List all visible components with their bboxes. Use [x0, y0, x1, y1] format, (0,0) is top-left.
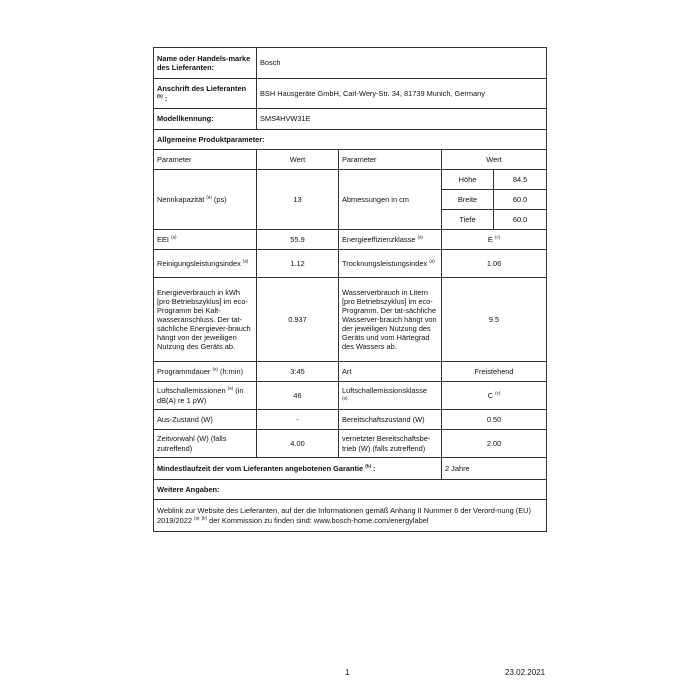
general-params-heading: Allgemeine Produktparameter: — [154, 130, 547, 150]
cleaning-drying-row — [154, 250, 547, 278]
eei-footnote: (a) — [170, 234, 177, 240]
noise-label-cell — [154, 382, 257, 410]
further-info-heading-row — [154, 480, 547, 500]
guarantee-label: Mindestlaufzeit der vom Lieferanten angebotenen Garantie — [157, 463, 364, 473]
guarantee-row — [154, 458, 547, 480]
eei-row — [154, 230, 547, 250]
product-fiche-table — [153, 47, 547, 532]
further-info-text-1: Weblink zur Website des Lieferanten, auf der die Informationen gemäß Anhang II Nummer 6 der Verord-nung (EU) 2019/2022 — [157, 506, 531, 525]
eei-label: EEI — [157, 234, 169, 244]
duration-label-cell — [154, 362, 257, 382]
standby-label: Bereitschaftszustand (W) — [339, 410, 442, 430]
drying-label: Trocknungsleistungsindex — [342, 258, 428, 268]
energy-class-value: E — [487, 234, 493, 244]
noise-footnote: (a) — [227, 386, 234, 391]
height-value: 84.5 — [494, 170, 547, 190]
supplier-address-footnote: (b) — [157, 93, 163, 99]
further-info-text-2: der Kommission zu finden sind: www.bosch-home.com/energylabel — [209, 515, 429, 525]
off-mode-value: - — [257, 410, 339, 430]
delay-networked-row — [154, 430, 547, 458]
supplier-name-row — [154, 48, 547, 79]
duration-unit: (h:min) — [220, 366, 244, 376]
drying-label-cell — [339, 250, 442, 278]
energy-class-value-cell — [442, 230, 547, 250]
model-label: Modellkennung: — [154, 109, 257, 130]
further-info-heading: Weitere Angaben: — [154, 480, 547, 500]
noise-class-label-cell — [339, 382, 442, 410]
energy-class-label-cell — [339, 230, 442, 250]
page-number: 1 — [345, 668, 350, 677]
noise-row — [154, 382, 547, 410]
noise-class-value: C — [487, 390, 494, 400]
duration-label: Programmdauer — [157, 366, 211, 376]
supplier-address-row — [154, 79, 547, 109]
delay-start-value: 4.00 — [257, 430, 339, 458]
further-info-text-cell — [154, 500, 547, 532]
further-info-footnote-1: (a) — [194, 515, 200, 521]
consumption-row — [154, 278, 547, 362]
depth-value: 60.0 — [494, 210, 547, 230]
height-label: Höhe — [442, 170, 494, 190]
cleaning-value: 1.12 — [257, 250, 339, 278]
depth-label: Tiefe — [442, 210, 494, 230]
guarantee-value: 2 Jahre — [442, 458, 547, 480]
width-value: 60.0 — [494, 190, 547, 210]
eei-value: 55.9 — [257, 230, 339, 250]
networked-standby-value: 2.00 — [442, 430, 547, 458]
guarantee-suffix: : — [373, 463, 376, 473]
noise-value: 46 — [257, 382, 339, 410]
document-date: 23.02.2021 — [505, 668, 546, 677]
capacity-label: Nennkapazität — [157, 194, 205, 204]
duration-value: 3:45 — [257, 362, 339, 382]
off-standby-row — [154, 410, 547, 430]
duration-type-row — [154, 362, 547, 382]
duration-footnote: (a) — [212, 366, 218, 372]
energy-consumption-value: 0.937 — [257, 278, 339, 362]
off-mode-label: Aus-Zustand (W) — [154, 410, 257, 430]
cleaning-label-cell — [154, 250, 257, 278]
width-label: Breite — [442, 190, 494, 210]
model-value: SMS4HVW31E — [257, 109, 547, 130]
model-row — [154, 109, 547, 130]
guarantee-footnote: (b) — [365, 463, 371, 469]
type-value: Freistehend — [442, 362, 547, 382]
delay-start-label: Zeitvorwahl (W) (falls zutreffend) — [154, 430, 257, 458]
supplier-address-value: BSH Hausgeräte GmbH, Carl-Wery-Str. 34, 81739 Munich, Germany — [257, 79, 547, 109]
noise-label: Luftschallemissionen — [157, 386, 226, 396]
capacity-value: 13 — [257, 170, 339, 230]
energy-consumption-label: Energieverbrauch in kWh [pro Betriebszyklus] im eco-Programm bei Kalt-wasseranschluss. Der tat-sächliche Energiever-brauch hängt von der jeweiligen Nutzung des Geräts ab. — [154, 278, 257, 362]
drying-footnote: (a) — [429, 258, 435, 264]
capacity-unit: (ps) — [213, 194, 227, 204]
water-consumption-value: 9.5 — [442, 278, 547, 362]
eei-label-cell — [154, 230, 257, 250]
further-info-footnote-2: (b) — [201, 515, 208, 521]
guarantee-label-cell — [154, 458, 442, 480]
noise-class-label: Luftschallemissionsklasse — [342, 386, 428, 396]
energy-class-footnote: (a) — [417, 234, 423, 240]
noise-class-footnote: (a) — [342, 395, 348, 401]
dimensions-label: Abmessungen in cm — [339, 170, 442, 230]
supplier-address-label-cell: Anschrift des Lieferanten $^{(b)}$ : — [154, 79, 257, 109]
energy-class-label: Energieeffizienzklasse — [342, 234, 416, 244]
noise-class-value-footnote: (c) — [495, 390, 501, 396]
noise-unit: (in dB(A) re 1 pW) — [157, 386, 244, 405]
header-value-2: Wert — [442, 150, 547, 170]
header-value: Wert — [257, 150, 339, 170]
column-header-row — [154, 150, 547, 170]
noise-class-value-cell — [442, 382, 547, 410]
supplier-name-value: Bosch — [257, 48, 547, 79]
capacity-label-cell — [154, 170, 257, 230]
cleaning-label: Reinigungsleistungsindex — [157, 258, 241, 268]
general-params-heading-row — [154, 130, 547, 150]
energy-class-value-footnote: (c) — [494, 234, 501, 240]
capacity-dimensions-row — [154, 170, 547, 190]
supplier-name-label: Name oder Handels-marke des Lieferanten: — [154, 48, 257, 79]
header-parameter: Parameter — [154, 150, 257, 170]
networked-standby-label: vernetzter Bereitschaftsbe-trieb (W) (falls zutreffend) — [339, 430, 442, 458]
type-label: Art — [339, 362, 442, 382]
cleaning-footnote: (a) — [242, 258, 249, 264]
water-consumption-label: Wasserverbrauch in Litern [pro Betriebszyklus] im eco-Programm. Der tat-sächliche Wasserver-brauch hängt von der jeweiligen Nutzung des Geräts und vom Härtegrad des Wassers ab. — [339, 278, 442, 362]
supplier-address-label: Anschrift des Lieferanten — [157, 84, 247, 94]
further-info-text-row — [154, 500, 547, 532]
header-parameter-2: Parameter — [339, 150, 442, 170]
standby-value: 0.50 — [442, 410, 547, 430]
capacity-footnote: (a) — [206, 194, 212, 200]
drying-value: 1.06 — [442, 250, 547, 278]
